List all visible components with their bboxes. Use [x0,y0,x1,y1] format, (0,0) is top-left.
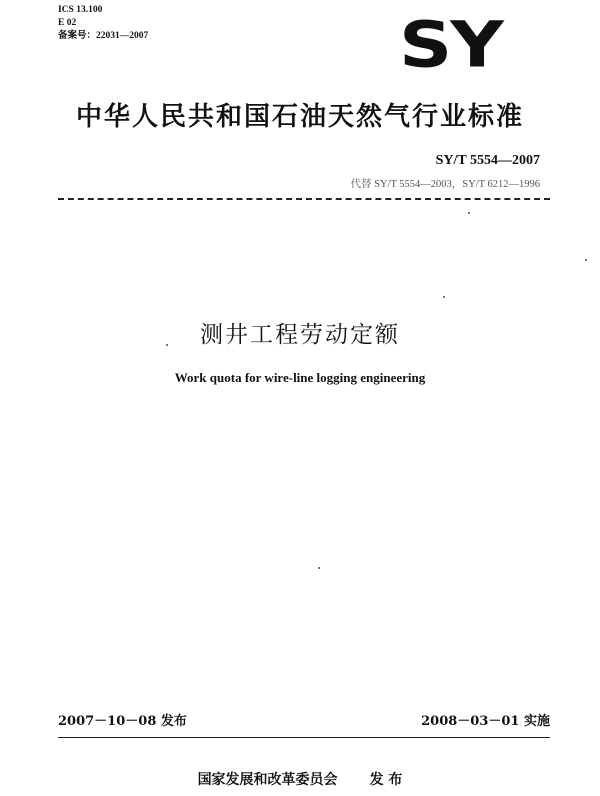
implementation-date: 2008－03－01 实施 [421,714,550,729]
scan-speck [468,212,470,214]
issuer-action: 发 布 [369,772,403,788]
standard-code: SY/T 5554—2007 [435,153,540,168]
ccs-code: E 02 [58,18,77,28]
header-divider [58,198,550,200]
footer-divider [58,737,550,738]
issuer-name: 国家发展和改革委员会 [197,772,338,788]
filing-number: 备案号：22031—2007 [58,31,149,41]
sy-logo: SY [399,7,502,82]
replaces-note: 代替 SY/T 5554—2003，SY/T 6212—1996 [350,179,540,190]
document-title-en: Work quota for wire-line logging engineering [174,370,426,385]
scan-speck [443,296,445,298]
ics-code: ICS 13.100 [58,5,103,15]
scan-speck [166,344,168,346]
scan-speck [318,567,320,569]
classification-block [58,4,148,43]
scan-speck [585,259,587,261]
issue-date: 2007－10－08 发布 [58,714,187,729]
organization-title: 中华人民共和国石油天然气行业标准 [75,102,524,132]
issuer-line [0,769,600,789]
document-title-cn: 测井工程劳动定额 [200,322,400,348]
